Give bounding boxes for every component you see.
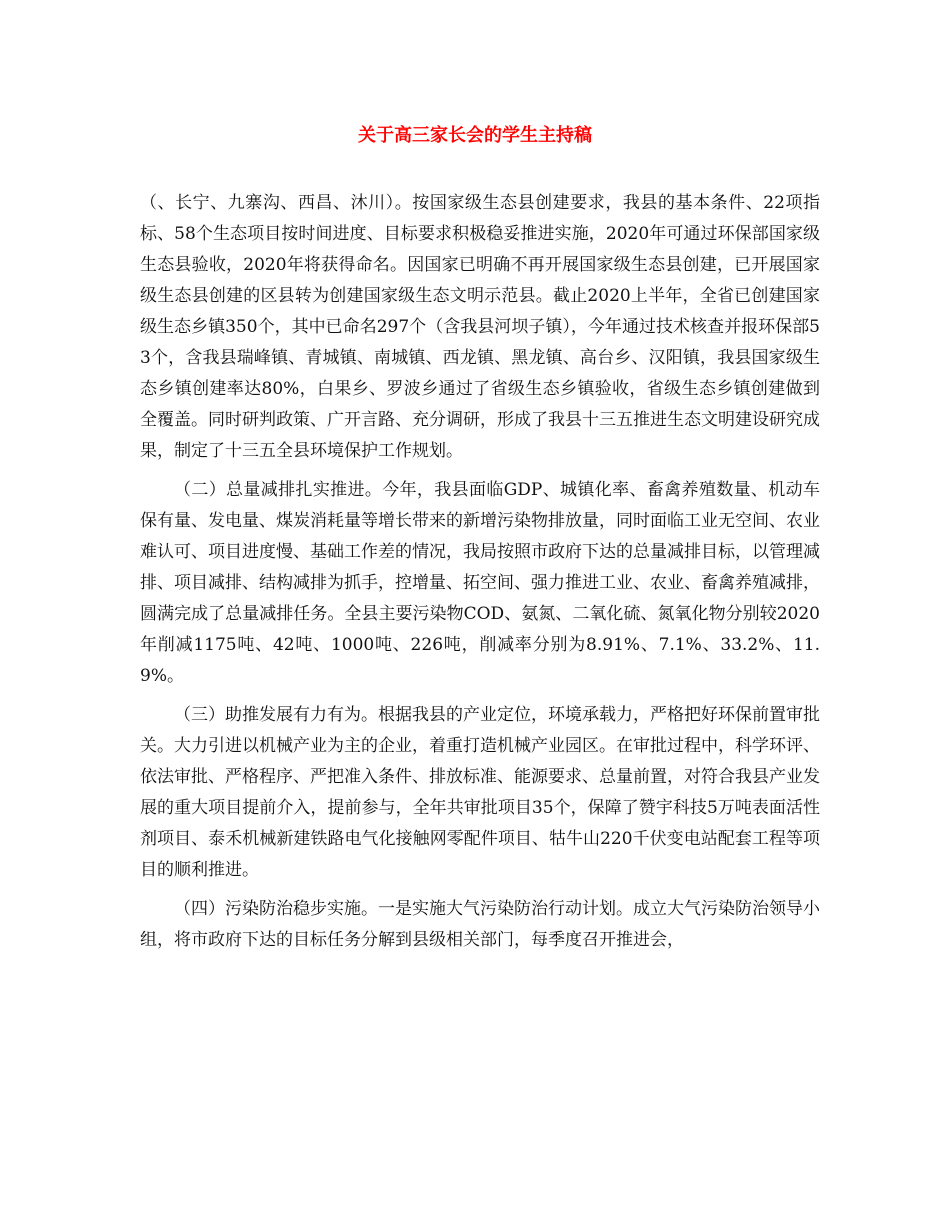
document-body bbox=[140, 188, 820, 964]
document-title: 关于高三家长会的学生主持稿 bbox=[358, 125, 592, 146]
paragraph-3: （三）助推发展有力有为。根据我县的产业定位，环境承载力，严格把好环保前置审批关。大力引进以机械产业为主的企业，着重打造机械产业园区。在审批过程中，科学环评、依法审批、严格程序、严把准入条件、排放标准、能源要求、总量前置，对符合我县产业发展的重大项目提前介入，提前参与，全年共审批项目35个，保障了赞宇科技5万吨表面活性剂项目、泰禾机械新建铁路电气化接触网零配件项目、牯牛山220千伏变电站配套工程等项目的顺利推进。 bbox=[140, 705, 820, 880]
paragraph-1: （、长宁、九寨沟、西昌、沐川）。按国家级生态县创建要求，我县的基本条件、22项指标、58个生态项目按时间进度、目标要求积极稳妥推进实施，2020年可通过环保部国家级生态县验收，2020年将获得命名。因国家已明确不再开展国家级生态县创建，已开展国家级生态县创建的区县转为创建国家级生态文明示范县。截止2020上半年，全省已创建国家级生态乡镇350个，其中已命名297个（含我县河坝子镇），今年通过技术核查并报环保部53个，含我县瑞峰镇、青城镇、南城镇、西龙镇、黑龙镇、高台乡、汉阳镇，我县国家级生态乡镇创建率达80%，白果乡、罗波乡通过了省级生态乡镇验收，省级生态乡镇创建做到全覆盖。同时研判政策、广开言路、充分调研，形成了我县十三五推进生态文明建设研究成果，制定了十三五全县环境保护工作规划。 bbox=[140, 193, 820, 461]
paragraph-4: （四）污染防治稳步实施。一是实施大气污染防治行动计划。成立大气污染防治领导小组，将市政府下达的目标任务分解到县级相关部门，每季度召开推进会， bbox=[140, 899, 820, 950]
paragraph-2: （二）总量减排扎实推进。今年，我县面临GDP、城镇化率、畜禽养殖数量、机动车保有量、发电量、煤炭消耗量等增长带来的新增污染物排放量，同时面临工业无空间、农业难认可、项目进度慢、基础工作差的情况，我局按照市政府下达的总量减排目标，以管理减排、项目减排、结构减排为抓手，控增量、拓空间、强力推进工业、农业、畜禽养殖减排，圆满完成了总量减排任务。全县主要污染物COD、氨氮、二氧化硫、氮氧化物分别较2020年削减1175吨、42吨、1000吨、226吨，削减率分别为8.91%、7.1%、33.2%、11.9%。 bbox=[140, 480, 820, 686]
